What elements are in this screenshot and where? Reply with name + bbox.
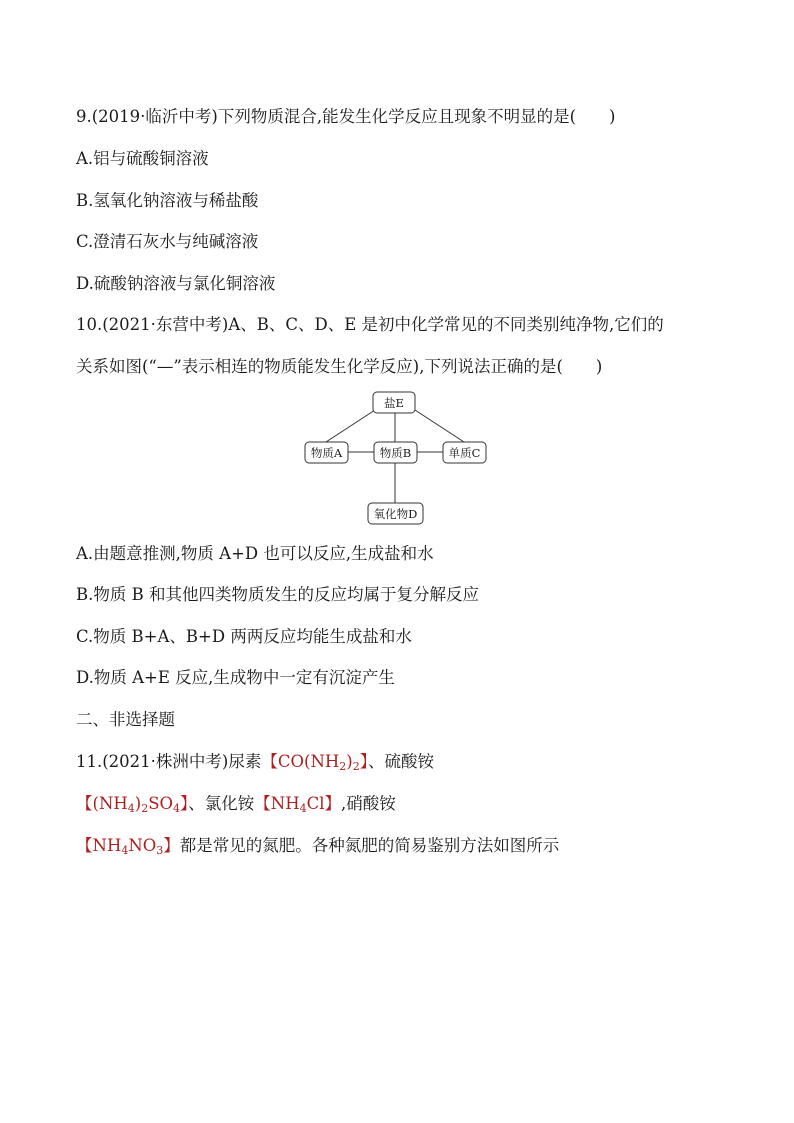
q9-option-c: C.澄清石灰水与纯碱溶液	[76, 232, 259, 251]
node-a-label: 物质A	[310, 446, 343, 460]
section-heading: 二、非选择题	[76, 710, 175, 729]
edge-e-a	[326, 410, 375, 442]
edge-e-c	[415, 410, 464, 442]
q10-stem-line1: 10.(2021·东营中考)A、B、C、D、E 是初中化学常见的不同类别纯净物,它们的	[76, 315, 664, 334]
q10-option-a: A.由题意推测,物质 A+D 也可以反应,生成盐和水	[76, 544, 434, 563]
q11-tail: 都是常见的氮肥。各种氮肥的简易鉴别方法如图所示	[179, 836, 560, 855]
q10-option-b: B.物质 B 和其他四类物质发生的反应均属于复分解反应	[76, 585, 479, 604]
q11-after-urea: 、硫酸铵	[367, 752, 434, 771]
node-b-label: 物质B	[379, 446, 412, 460]
q11-prefix: 11.(2021·株洲中考)尿素	[76, 752, 262, 771]
relationship-diagram	[0, 0, 794, 540]
ammonium-chloride-formula: 【$NH_4Cl$】	[254, 794, 342, 815]
q10-option-d: D.物质 A+E 反应,生成物中一定有沉淀产生	[76, 668, 395, 687]
q11-after-sulfate: 、氯化铵	[188, 794, 255, 813]
urea-formula: 【$CO(NH_2)_2$】	[261, 752, 368, 773]
q11-after-chloride: ,硝酸铵	[341, 794, 396, 813]
ammonium-sulfate-formula: 【$(NH_4)_2SO_4$】	[76, 794, 189, 815]
node-d-label: 氧化物D	[373, 507, 418, 521]
q10-option-c: C.物质 B+A、B+D 两两反应均能生成盐和水	[76, 627, 412, 646]
node-c-label: 单质C	[448, 446, 481, 460]
q9-option-a: A.铝与硫酸铜溶液	[76, 149, 209, 168]
ammonium-nitrate-formula: 【$NH_4NO_3$】	[76, 836, 180, 857]
q9-option-d: D.硫酸钠溶液与氯化铜溶液	[76, 274, 276, 293]
q11-line3	[76, 835, 559, 862]
q11-line2	[76, 793, 396, 820]
q9-option-b: B.氢氧化钠溶液与稀盐酸	[76, 191, 259, 210]
node-e-label: 盐E	[384, 396, 404, 410]
q11-line1	[76, 751, 434, 778]
q9-stem: 9.(2019·临沂中考)下列物质混合,能发生化学反应且现象不明显的是( )	[76, 107, 616, 126]
q10-stem-line2: 关系如图(“—”表示相连的物质能发生化学反应),下列说法正确的是( )	[76, 357, 603, 376]
